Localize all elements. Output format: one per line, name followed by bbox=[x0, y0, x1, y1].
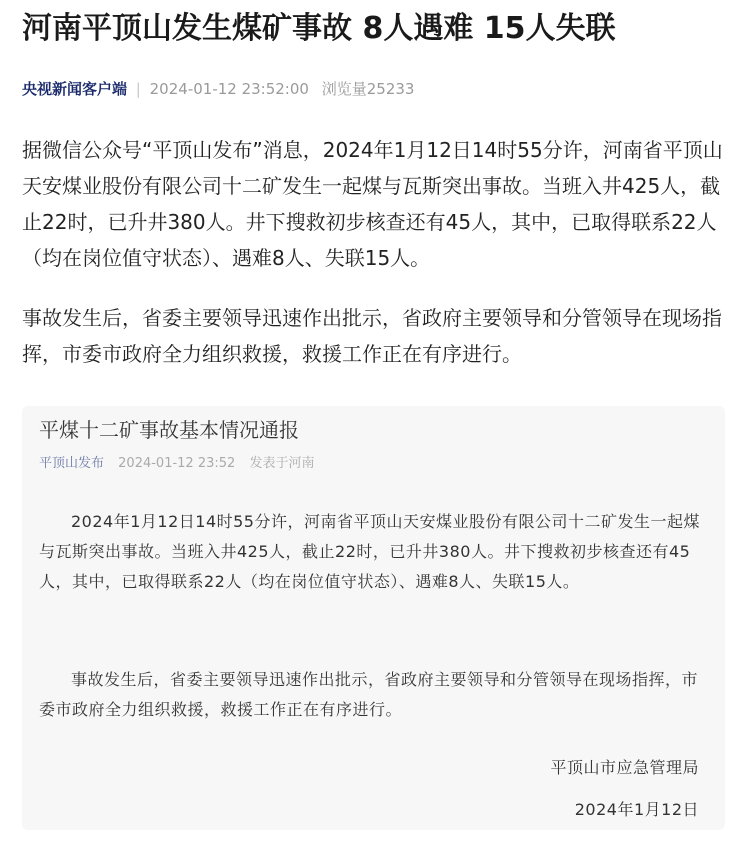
notice-paragraph-2: 事故发生后，省委主要领导迅速作出批示，省政府主要领导和分管领导在现场指挥，市委市政府全力组织救援，救援工作正在有序进行。 bbox=[39, 670, 699, 719]
article-paragraph-2: 事故发生后，省委主要领导迅速作出批示，省政府主要领导和分管领导在现场指挥，市委市政府全力组织救援，救援工作正在有序进行。 bbox=[22, 306, 722, 366]
article-view-count: 浏览量25233 bbox=[321, 80, 415, 98]
article-publish-time: 2024-01-12 23:52:00 bbox=[149, 80, 309, 98]
article-source-link[interactable]: 央视新闻客户端 bbox=[22, 80, 128, 98]
notice-title: 平煤十二矿事故基本情况通报 bbox=[39, 418, 299, 442]
notice-date: 2024年1月12日 bbox=[574, 800, 699, 819]
embedded-notice-card bbox=[22, 406, 725, 830]
notice-signature: 平顶山市应急管理局 bbox=[550, 758, 699, 777]
notice-source-link[interactable]: 平顶山发布 bbox=[39, 456, 105, 471]
article-headline: 河南平顶山发生煤矿事故 8人遇难 15人失联 bbox=[22, 11, 616, 46]
notice-meta bbox=[39, 454, 314, 474]
article-meta bbox=[22, 78, 414, 100]
notice-paragraph-1: 2024年1月12日14时55分许，河南省平顶山天安煤业股份有限公司十二矿发生一起煤与瓦斯突出事故。当班入井425人，截止22时，已升井380人。井下搜救初步核查还有45人，其中，已取得联系22人（均在岗位值守状态）、遇难8人、失联15人。 bbox=[39, 512, 700, 591]
notice-time: 2024-01-12 23:52 bbox=[118, 456, 236, 471]
meta-separator: | bbox=[135, 80, 141, 98]
article-paragraph-1: 据微信公众号“平顶山发布”消息，2024年1月12日14时55分许，河南省平顶山天安煤业股份有限公司十二矿发生一起煤与瓦斯突出事故。当班入井425人，截止22时，已升井380人。井下搜救初步核查还有45人，其中，已取得联系22人（均在岗位值守状态）、遇难8人、失联15人。 bbox=[22, 138, 723, 270]
notice-location: 发表于河南 bbox=[249, 456, 315, 471]
